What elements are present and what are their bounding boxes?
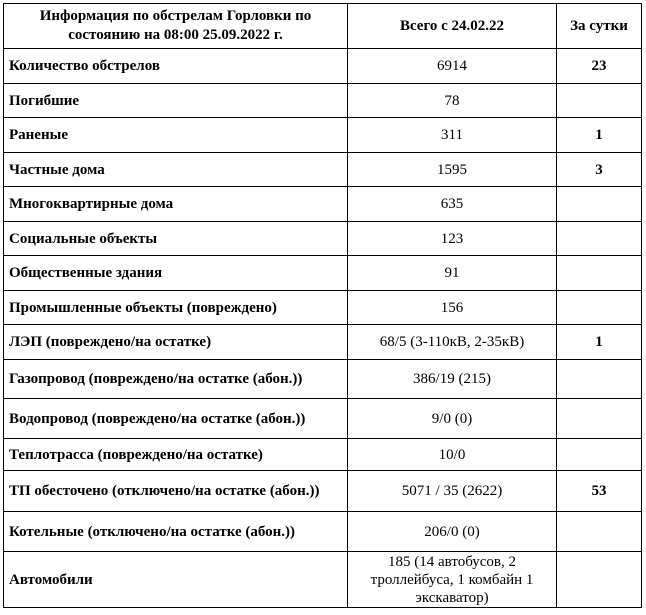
table-row	[4, 118, 642, 153]
table-row	[4, 325, 642, 360]
row-day-value	[557, 222, 642, 256]
shelling-report	[3, 3, 642, 608]
row-day-value	[557, 399, 642, 439]
row-day-value: 1	[557, 325, 642, 360]
table-row	[4, 512, 642, 552]
row-day-value	[557, 512, 642, 552]
row-day-value: 3	[557, 153, 642, 187]
row-label: Автомобили	[4, 552, 348, 608]
row-label: Количество обстрелов	[4, 49, 348, 84]
row-label: Погибшие	[4, 84, 348, 118]
table-title: Информация по обстрелам Горловки по состоянию на 08:00 25.09.2022 г.	[4, 4, 348, 49]
row-total-value: 1595	[348, 153, 557, 187]
row-day-value	[557, 291, 642, 325]
row-label: Раненые	[4, 118, 348, 153]
table-row	[4, 153, 642, 187]
row-day-value	[557, 360, 642, 399]
row-total-value: 156	[348, 291, 557, 325]
table-row	[4, 222, 642, 256]
row-day-value: 23	[557, 49, 642, 84]
table-row	[4, 360, 642, 399]
column-header-total: Всего с 24.02.22	[348, 4, 557, 49]
row-total-value: 5071 / 35 (2622)	[348, 471, 557, 512]
row-label: Газопровод (повреждено/на остатке (абон.))	[4, 360, 348, 399]
table-row	[4, 439, 642, 471]
row-total-value: 9/0 (0)	[348, 399, 557, 439]
row-total-value: 206/0 (0)	[348, 512, 557, 552]
row-total-value: 386/19 (215)	[348, 360, 557, 399]
row-day-value	[557, 187, 642, 222]
row-total-value: 635	[348, 187, 557, 222]
row-label: Частные дома	[4, 153, 348, 187]
row-total-value: 123	[348, 222, 557, 256]
row-day-value	[557, 256, 642, 291]
row-day-value	[557, 439, 642, 471]
table-row	[4, 187, 642, 222]
table-row	[4, 552, 642, 608]
row-label: Общественные здания	[4, 256, 348, 291]
table-row	[4, 256, 642, 291]
row-label: Многоквартирные дома	[4, 187, 348, 222]
row-label: Социальные объекты	[4, 222, 348, 256]
shelling-table	[3, 3, 642, 608]
table-row	[4, 84, 642, 118]
row-total-value: 6914	[348, 49, 557, 84]
row-day-value	[557, 552, 642, 608]
table-row	[4, 399, 642, 439]
row-label: ЛЭП (повреждено/на остатке)	[4, 325, 348, 360]
row-label: Водопровод (повреждено/на остатке (абон.))	[4, 399, 348, 439]
row-total-value: 68/5 (3-110кВ, 2-35кВ)	[348, 325, 557, 360]
row-label: Промышленные объекты (повреждено)	[4, 291, 348, 325]
table-header-row	[4, 4, 642, 49]
column-header-day: За сутки	[557, 4, 642, 49]
table-row	[4, 471, 642, 512]
row-label: Теплотрасса (повреждено/на остатке)	[4, 439, 348, 471]
row-day-value: 53	[557, 471, 642, 512]
row-day-value	[557, 84, 642, 118]
row-total-value: 91	[348, 256, 557, 291]
table-row	[4, 291, 642, 325]
row-day-value: 1	[557, 118, 642, 153]
row-total-value: 78	[348, 84, 557, 118]
row-total-value: 311	[348, 118, 557, 153]
row-label: ТП обесточено (отключено/на остатке (абон.))	[4, 471, 348, 512]
row-label: Котельные (отключено/на остатке (абон.))	[4, 512, 348, 552]
row-total-value: 10/0	[348, 439, 557, 471]
table-row	[4, 49, 642, 84]
row-total-value: 185 (14 автобусов, 2 троллейбуса, 1 комбайн 1 экскаватор)	[348, 552, 557, 608]
